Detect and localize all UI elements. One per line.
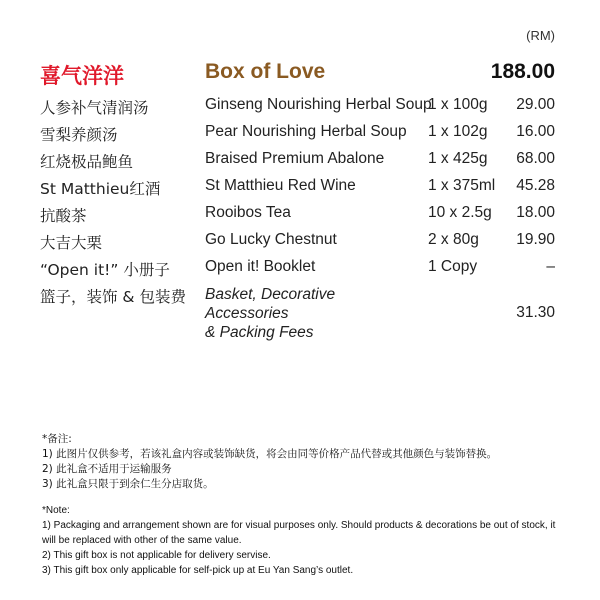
item-name-chinese: “Open it!” 小册子: [40, 261, 170, 279]
item-quantity: 1 Copy: [428, 258, 478, 275]
product-title-chinese: 喜气洋洋: [40, 64, 124, 88]
item-price: 29.00: [516, 96, 555, 113]
fees-name-chinese: 篮子，装饰 & 包装费: [40, 288, 186, 306]
item-price: 68.00: [516, 150, 555, 167]
item-quantity: 1 x 425g: [428, 150, 488, 167]
item-price: 16.00: [516, 123, 555, 140]
item-name-english: Pear Nourishing Herbal Soup: [205, 123, 407, 140]
item-name-chinese: 抗酸茶: [40, 207, 87, 225]
notes-chinese-line: 2) 此礼盒不适用于运输服务: [42, 463, 172, 475]
currency-label: (RM): [526, 28, 555, 43]
notes-english-line: 1) Packaging and arrangement shown are for visual purposes only. Should products & decorations be out of stock, it will be replaced with other of the same value.: [42, 520, 556, 546]
item-quantity: 2 x 80g: [428, 231, 479, 248]
fees-name-line-1: Basket, Decorative Accessories: [205, 286, 336, 322]
notes-chinese-line: 1) 此图片仅供参考，若该礼盒内容或装饰缺货，将会由同等价格产品代替或其他颜色与装饰替换。: [42, 448, 498, 460]
item-name-chinese: St Matthieu红酒: [40, 180, 161, 198]
item-name-english: Rooibos Tea: [205, 204, 291, 221]
item-price: –: [546, 258, 555, 275]
item-name-english: Open it! Booklet: [205, 258, 316, 275]
item-name-chinese: 大吉大栗: [40, 234, 103, 252]
item-name-chinese: 红烧极品鲍鱼: [40, 153, 134, 171]
list-item: [0, 258, 600, 285]
item-name-english: Braised Premium Abalone: [205, 150, 385, 167]
list-item: [0, 177, 600, 204]
list-item: [0, 123, 600, 150]
notes-english-title: *Note:: [42, 505, 70, 516]
fees-row: [0, 285, 600, 341]
notes-chinese: [42, 432, 497, 492]
list-item: [0, 204, 600, 231]
list-item: [0, 231, 600, 258]
fees-name-english: [205, 285, 405, 342]
item-quantity: 10 x 2.5g: [428, 204, 492, 221]
item-quantity: 1 x 100g: [428, 96, 488, 113]
product-title-english: Box of Love: [205, 60, 326, 83]
notes-chinese-line: 3) 此礼盒只限于到余仁生分店取货。: [42, 478, 214, 490]
item-price: 45.28: [516, 177, 555, 194]
fees-name-line-2: & Packing Fees: [205, 324, 314, 341]
item-quantity: 1 x 102g: [428, 123, 488, 140]
item-price: 18.00: [516, 204, 555, 221]
item-name-english: Ginseng Nourishing Herbal Soup: [205, 96, 432, 113]
item-name-english: Go Lucky Chestnut: [205, 231, 337, 248]
total-price: 188.00: [490, 60, 555, 83]
item-name-english: St Matthieu Red Wine: [205, 177, 356, 194]
notes-english: [42, 503, 562, 578]
fees-price: 31.30: [516, 304, 555, 321]
item-name-chinese: 人参补气清润汤: [40, 99, 149, 117]
item-name-chinese: 雪梨养颜汤: [40, 126, 118, 144]
notes-english-line: 3) This gift box only applicable for self-pick up at Eu Yan Sang’s outlet.: [42, 565, 354, 576]
item-quantity: 1 x 375ml: [428, 177, 496, 194]
notes-english-line: 2) This gift box is not applicable for delivery servise.: [42, 550, 271, 561]
list-item: [0, 150, 600, 177]
item-price: 19.90: [516, 231, 555, 248]
list-item: [0, 96, 600, 123]
notes-chinese-title: *备注:: [42, 433, 72, 445]
item-list: [0, 96, 600, 341]
